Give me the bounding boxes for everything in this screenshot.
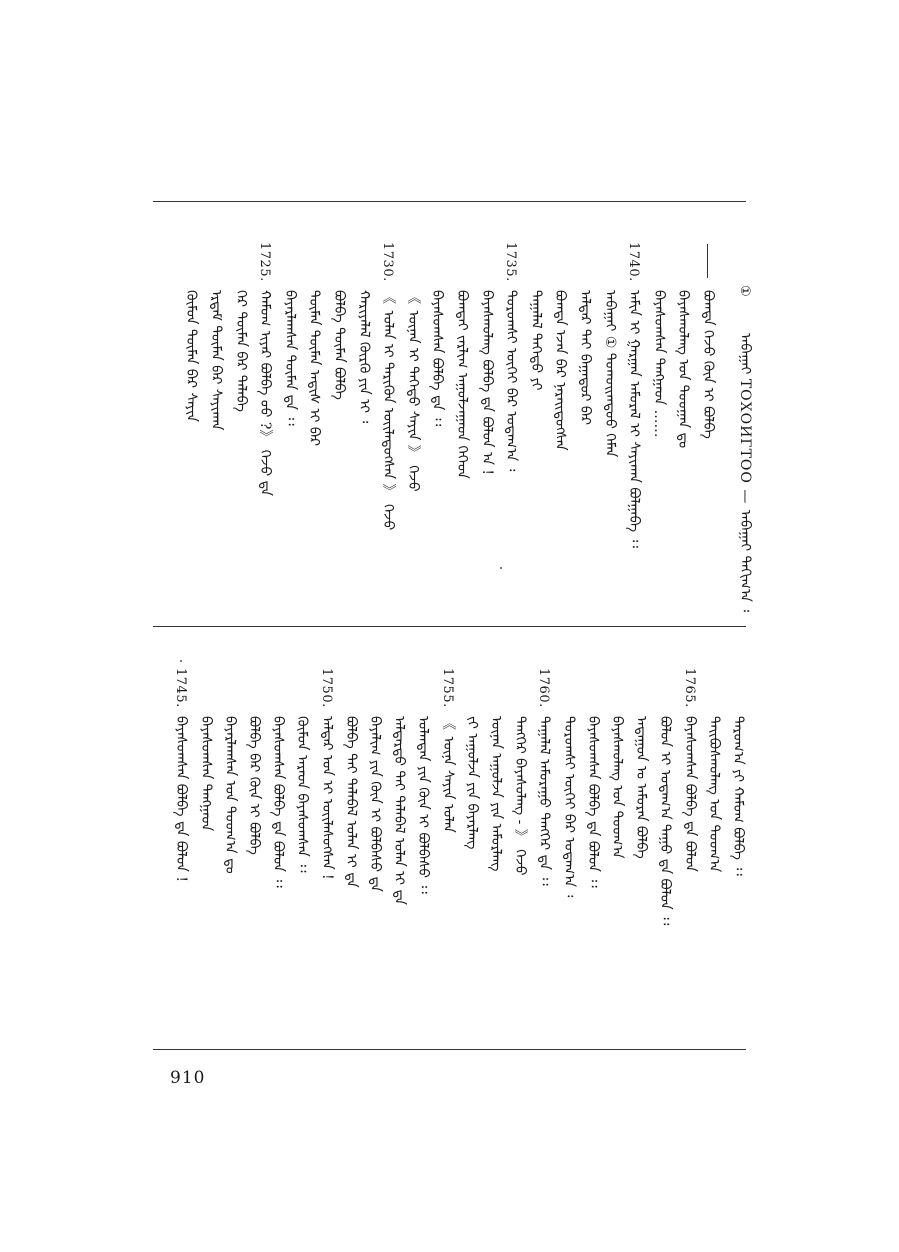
verse-line: ᠭᠡᠷ ᠲᠦᠮᠡᠨ ᠪᠠᠷ ᠲᠠᠯᠠᠪᠠ: [232, 290, 249, 412]
text-column: [680, 668, 700, 872]
text-column: [624, 242, 644, 548]
print-speck: [180, 660, 182, 662]
text-column: [389, 668, 409, 905]
verse-line: ᠲᠠᠢᠪᠣᠰᠬᠤᠯᠠᠩ ᠤᠨ ᠳᠣᠣᠭ᠎ᠠ: [705, 716, 722, 873]
verse-line: ᠪᠠᠶᠠᠰᠤᠭᠰᠠᠨ ᠪᠣᠯᠪᠠ ᠳᠡ ᠄᠄: [429, 290, 446, 427]
verse-line: ᠪᠠᠶᠠᠰᠤᠭᠰᠠᠨ ᠲᠠᠩᠭᠠᠳ: [197, 716, 214, 832]
text-column: [378, 242, 398, 530]
text-column: [427, 242, 447, 426]
verse-line: 《 ᠣᠯᠠᠨ ᠢ ᠲᠡᠷᠢᠭᠦᠨ ᠦᠢᠯᠡᠳᠦᠭᠰᠡᠨ 》 ᠭᠡᠵᠦ: [380, 290, 397, 531]
verse-line: ᠠᠯᠳᠠᠷ ᠤᠨ ᠢ ᠦᠢᠯᠡᠰᠦᠭᠰᠡᠨ !: [318, 716, 335, 880]
verse-line: ᠪᠠᠶᠠᠰᠤᠭᠰᠠᠨ ᠪᠣᠯᠪᠠ ᠳᠡ ᠪᠣᠯᠤᠨ ᠄᠄: [584, 716, 601, 888]
bottom-rule: [153, 1049, 746, 1050]
verse-line: ᠳᠣᠷᠣᠭᠰᠢ ᠦᠭᠡᠢ ᠪᠠᠷ ᠤᠳᠠᠭ᠎ᠠ ᠄: [560, 716, 577, 898]
line-number: 1755.: [439, 668, 455, 708]
verse-line: 《 ᠦᠨᠡᠨ ᠢ ᠳᠡᠭᠡᠳᠦ ᠰᠠᠶᠢᠨ 》 ᠭᠡᠵᠦ: [404, 290, 421, 492]
text-column: [304, 242, 324, 446]
text-column: [631, 668, 651, 859]
verse-line: ᠲᠦᠮᠡᠨ ᠲᠦᠮᠡᠨ ᠠᠳᠢᠰ ᠢ ᠪᠡᠷ: [306, 290, 323, 446]
page-number: 910: [170, 1068, 206, 1088]
line-number: 1725.: [257, 242, 273, 282]
verse-line: ᠳᠠᠷᠤᠭ᠎ᠠ ᠶᠢ ᠬᠠᠮᠤᠭ ᠪᠣᠯᠪᠠ ᠄᠄: [730, 716, 746, 876]
text-column: [600, 242, 620, 457]
text-column: [181, 242, 201, 422]
text-column: [673, 242, 693, 448]
text-column: [486, 668, 506, 871]
text-column: [559, 668, 579, 897]
verse-line: ᠪᠣᠭᠳᠠ ᠡᠵᠡᠨ ᠪᠠᠷ ᠨᠡᠷᠡᠢᠳᠦᠭᠰᠡᠨ: [552, 290, 569, 451]
verse-line: ᠪᠠᠶᠠᠰᠤᠭᠰᠠᠨ ᠲᠠᠩᠭᠠᠳ ……: [650, 290, 667, 438]
verse-line: ᠦᠨᠡᠨ ᠠᠭᠤᠯᠵᠠ ᠶᠢᠨ ᠠᠮᠤᠷᠯᠠᠩ: [488, 716, 504, 872]
verse-line: ᠪᠠᠶᠠᠰᠬᠤᠯᠠᠩ ᠤᠨ ᠳᠣᠣᠭᠠᠨ ᠳᠤ: [675, 290, 692, 449]
line-number: 1735.: [503, 242, 519, 282]
verse-line: ᠬᠠᠮᠤᠭ ᠢᠶᠠᠷ ᠪᠣᠯᠪᠠ ᠤᠤ ?》 ᠭᠡᠵᠦ ᠳᠡ: [257, 290, 274, 496]
text-column: [341, 668, 361, 888]
verse-line: ᠡᠷᠳᠡᠮ ᠲᠦᠮᠡᠨ ᠪᠠᠷ ᠰᠠᠶᠢᠬᠠᠨ: [208, 290, 224, 431]
footnote-marker: ①: [737, 285, 752, 298]
verse-line: ᠪᠣᠯᠪᠠ ᠪᠠᠷ ᠬᠦᠨ ᠢ ᠪᠣᠯᠪᠠ: [246, 716, 262, 855]
text-column: [413, 668, 433, 894]
verse-line: ᠪᠠᠶᠠᠰᠬᠤᠯᠠᠩ ᠪᠣᠯᠪᠠ ᠳᠡ ᠪᠣᠯᠤᠨ ᠠ !: [478, 290, 495, 476]
text-column: [220, 668, 240, 874]
text-column: [171, 668, 191, 882]
text-column: [534, 668, 554, 886]
text-column: [550, 242, 570, 451]
text-column: [280, 242, 300, 426]
print-speck: [500, 567, 502, 569]
verse-line: ᠪᠣᠭᠳᠠᠢ ᠵᠠᠷᠯᠢᠭ ᠠᠭᠤᠯᠵᠠᠭᠠᠳ ᠬᠡᠭᠡᠳ: [454, 290, 470, 479]
text-column: [329, 242, 349, 400]
verse-line: ᠪᠠᠶᠠᠰᠤᠭᠰᠠᠨ ᠪᠣᠯᠪᠠ ᠳᠡ ᠪᠣᠯᠤᠨ: [681, 716, 698, 872]
verse-line: ᠪᠠᠶᠠᠰᠬᠤᠯᠠᠩ ᠤᠨ ᠳᠣᠣᠭ᠎ᠠ: [609, 716, 625, 859]
verse-line: ᠠᠮᠢᠨ ᠢ ᠭᠠᠷᠭᠠᠨ ᠠᠮᠤᠷᠠᠯ ᠢ ᠰᠠᠶᠢᠬᠠᠨ ᠪᠣᠯᠭᠠᠪᠠ ᠄᠄: [626, 290, 643, 548]
text-column: [365, 668, 385, 892]
text-column: [292, 668, 312, 873]
text-column: [231, 242, 251, 412]
verse-line: ᠠᠪᠠᠭᠠᠢ ① ᠲᠣᠬᠣᠢᠭᠲᠣᠣ ᠬᠡᠮᠡᠨ: [601, 290, 618, 458]
verse-line: ᠲᠠᠭᠠᠯᠠᠯ ᠠᠮᠤᠷᠠᠭᠤ ᠲᠡᠩᠭᠡᠷ ᠳᠡ ᠄᠄: [536, 716, 553, 886]
text-column: [317, 668, 337, 880]
text-column: [438, 668, 458, 833]
verse-line: ᠠᠳᠠᠭᠤᠨ ᠤ ᠠᠮᠤᠷᠠᠨ ᠪᠣᠯᠪᠠ: [633, 716, 650, 859]
text-column: [206, 242, 226, 430]
text-column: [268, 668, 288, 888]
verse-line: ᠪᠣᠯᠪᠠ ᠲᠠᠢ ᠲᠠᠯᠠᠪᠠᠯ ᠣᠯᠠᠨ ᠢ ᠳᠡ: [342, 716, 359, 888]
verse-line: ᠲᠠᠭᠠᠯᠠᠯ ᠳᠡᠭᠡᠳᠦ ᠶᠢ: [527, 290, 544, 391]
text-column: [196, 668, 216, 831]
text-column: [462, 668, 482, 849]
verse-line: ᠠᠯᠳᠠᠷᠲᠤ ᠲᠠᠢ ᠲᠠᠯᠠᠪᠠᠯ ᠣᠯᠠᠨ ᠢ ᠳᠡ: [391, 716, 408, 905]
verse-line: ᠪᠣᠭᠳᠠ ᠭᠡᠵᠦ ᠬᠦᠨ ᠢ ᠪᠣᠯᠪᠠ: [700, 290, 716, 439]
footnote: [735, 285, 755, 612]
text-column: [510, 668, 530, 876]
text-column: [244, 668, 264, 855]
verse-line: ᠳᠣᠷᠣᠭᠰᠢ ᠦᠭᠡᠢ ᠪᠠᠷ ᠤᠳᠠᠭ᠎ᠠ ᠄: [503, 290, 520, 472]
text-column: [704, 668, 724, 872]
text-column: [477, 242, 497, 475]
top-rule: [153, 201, 746, 202]
text-column: [526, 242, 546, 391]
line-number: 1760.: [536, 668, 552, 708]
text-column: [655, 668, 675, 925]
verse-line: ᠪᠠᠶᠠᠷᠯᠠᠭᠰᠠᠨ ᠲᠦᠮᠡᠨ ᠳᠡ ᠄᠄: [281, 290, 298, 426]
footnote-text: ᠠᠪᠠᠭᠠᠢ ТОХОИГТОО — ᠠᠪᠠᠭᠠᠢ ᠲᠠᠬᠢᠭ᠎ᠠ ᠄: [737, 333, 753, 613]
text-column: [403, 242, 423, 492]
verse-line: ᠪᠣᠯᠪᠠ ᠲᠦᠮᠡᠨ ᠪᠣᠯᠪᠠ: [331, 290, 347, 400]
verse-line: ᠵᠢ ᠠᠭᠤᠯᠵᠠ ᠶᠢᠨ ᠪᠠᠶᠠᠷᠯᠠᠩ: [463, 716, 480, 850]
line-number: 1740.: [626, 242, 642, 282]
middle-rule: [153, 626, 746, 627]
text-column: [501, 242, 521, 471]
text-column: [255, 242, 275, 496]
line-number: 1730.: [380, 242, 396, 282]
verse-line: ᠪᠠᠶᠠᠰᠤᠭᠰᠠᠨ ᠪᠣᠯᠪᠠ ᠳᠡ ᠪᠣᠯᠤᠨ !: [173, 716, 190, 882]
text-column: [607, 668, 627, 858]
text-column: [354, 242, 374, 423]
verse-line: ᠪᠠᠶᠠᠷᠯᠠᠭᠰᠠᠨ ᠤᠨ ᠳᠣᠣᠭ᠎ᠠ ᠳᠤ: [221, 716, 238, 874]
verse-line: ᠲᠡᠩᠭᠡᠷ ᠪᠠᠶᠠᠰᠤᠯᠠᠩ ‑ 》 ᠭᠡᠵᠦ: [512, 716, 529, 876]
text-column: [649, 242, 669, 438]
verse-line: ᠬᠦᠮᠦᠨ ᠲᠦᠮᠡᠨ ᠪᠠᠷ ᠰᠠᠶᠢᠨ: [183, 290, 200, 423]
verse-line: ᠣᠯᠠᠨᠲᠠᠨ ᠶᠢᠨ ᠬᠦᠨ ᠢ ᠪᠣᠯᠪᠠᠰᠤ ᠄᠄: [415, 716, 432, 894]
text-column: [728, 668, 748, 876]
text-column: [583, 668, 603, 888]
text-column: [575, 242, 595, 425]
verse-line: ᠬᠠᠷᠢᠶᠠᠯᠠᠯ ᠬᠦᠷᠬᠦ ᠶᠢᠨ ᠢ ᠄: [355, 290, 372, 424]
verse-line: ᠬᠦᠮᠦᠨ ᠠᠷᠠᠳ ᠪᠠᠶᠠᠰᠤᠭᠰᠠᠨ ᠄᠄: [294, 716, 311, 873]
verse-line: 《 ᠦᠨᠡ ᠰᠠᠶᠢᠨ ᠣᠯᠠᠨ: [439, 716, 456, 833]
verse-line: ᠠᠯᠳᠠᠷ ᠲᠠᠢ ᠪᠠᠭᠠᠳᠤᠷ ᠪᠠᠷ: [577, 290, 593, 425]
verse-line: ᠪᠣᠯᠤᠨ ᠢ ᠤᠳᠠᠭ᠎ᠠ ᠳᠠᠭᠤ ᠳᠡ ᠪᠣᠯᠤᠨ ᠄᠄: [657, 716, 674, 926]
verse-line: ᠪᠠᠶᠠᠯᠢᠭ ᠶᠢᠨ ᠬᠦᠨ ᠢ ᠪᠣᠯᠪᠠᠰᠤ ᠳᠡ: [367, 716, 383, 892]
line-number: 1745.: [173, 668, 189, 708]
text-column: [452, 242, 472, 479]
verse-line: ᠪᠠᠶᠠᠰᠤᠭᠰᠠᠨ ᠪᠣᠯᠪᠠ ᠳᠡ ᠪᠣᠯᠤᠨ ᠄᠄: [270, 716, 287, 888]
text-column: [698, 242, 718, 439]
line-number: 1765.: [681, 668, 697, 708]
line-number: 1750.: [318, 668, 334, 708]
